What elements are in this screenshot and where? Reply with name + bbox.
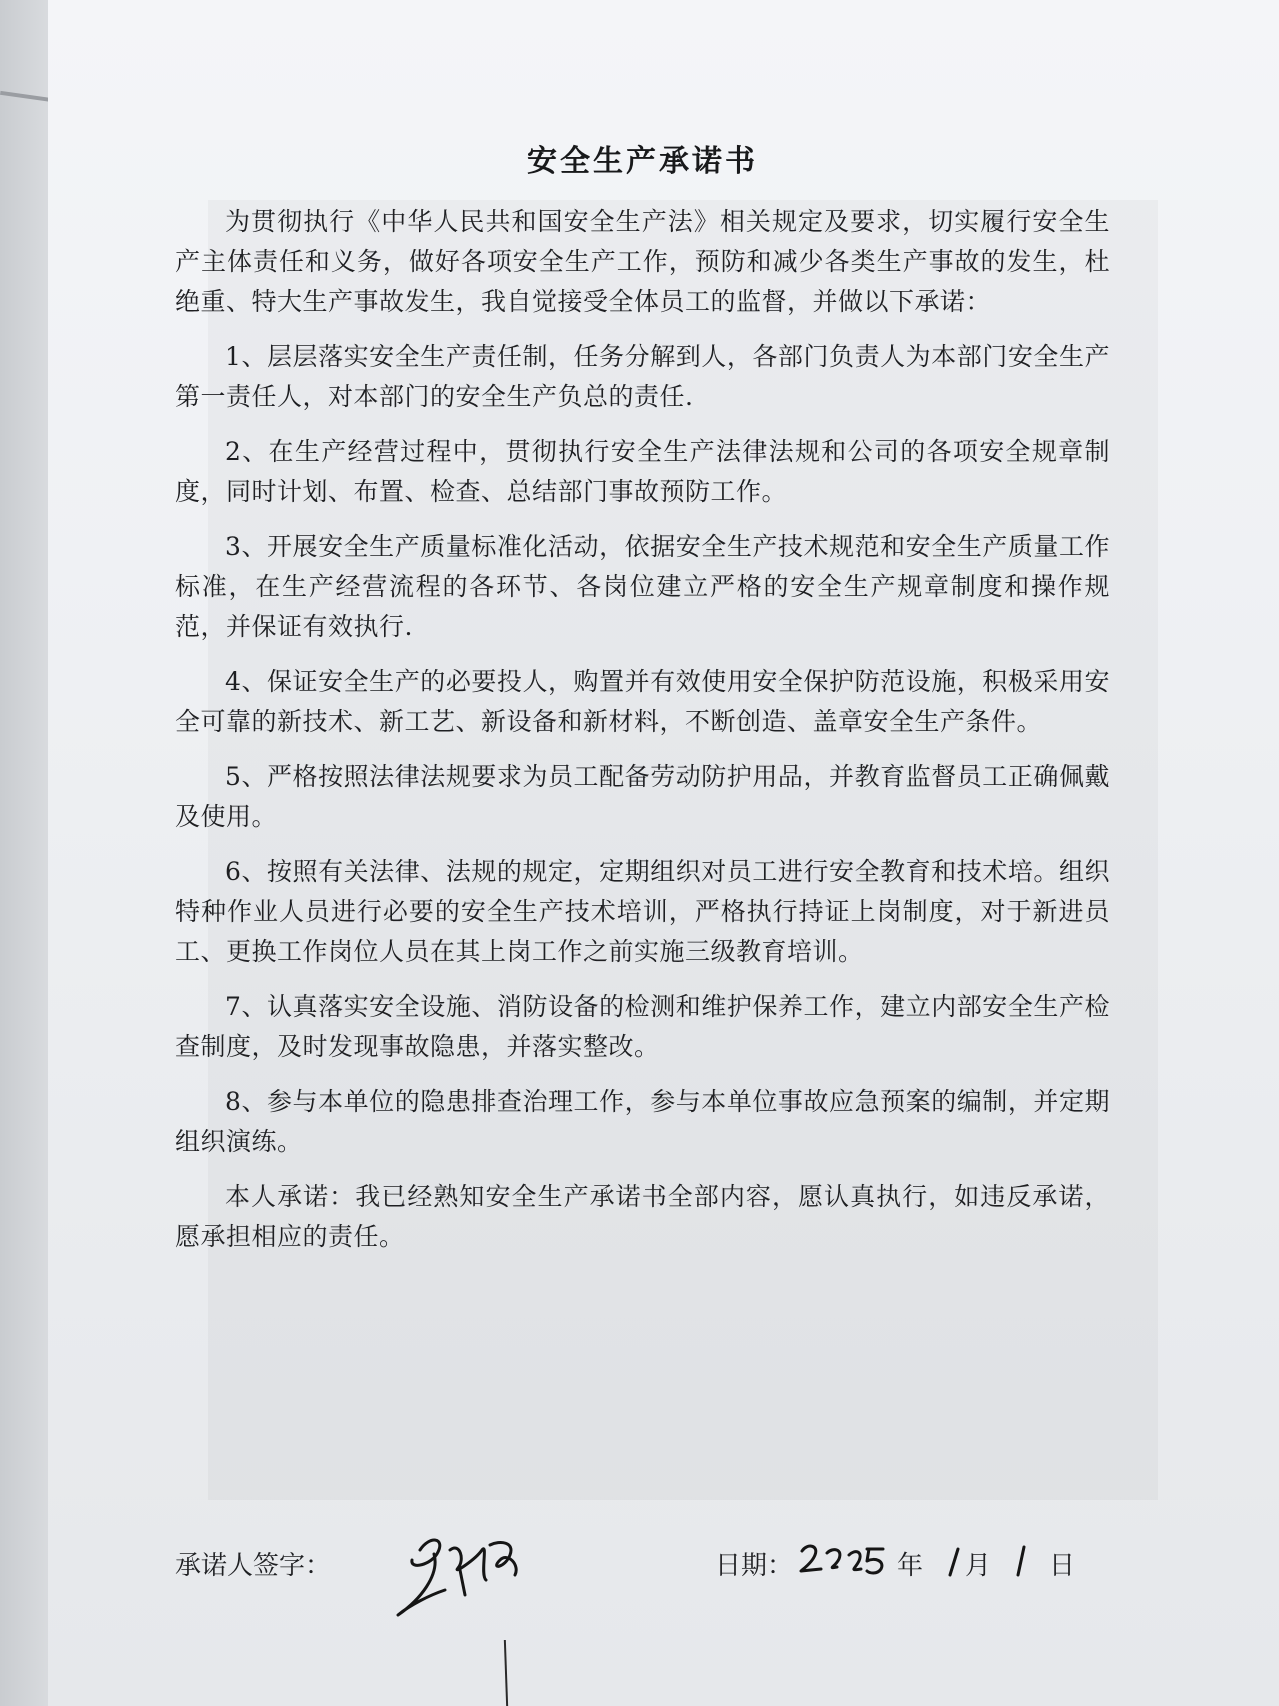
- paragraph-item-6: 6、按照有关法律、法规的规定，定期组织对员工进行安全教育和技术培。组织特种作业人员进行必要的安全生产技术培训，严格执行持证上岗制度，对于新进员工、更换工作岗位人员在其上岗工作之前实施三级教育培训。: [175, 857, 1110, 966]
- handwritten-day: [1010, 1541, 1030, 1581]
- paragraph-pledge: 本人承诺：我已经熟知安全生产承诺书全部内容，愿认真执行，如违反承诺，愿承担相应的责任。: [175, 1182, 1110, 1251]
- handwritten-year: [797, 1539, 892, 1579]
- month-unit: 月: [965, 1551, 992, 1581]
- document-body: [175, 140, 1110, 1272]
- paragraph-item-8: 8、参与本单位的隐患排查治理工作，参与本单位事故应急预案的编制，并定期组织演练。: [175, 1087, 1110, 1156]
- handwritten-month: [944, 1541, 964, 1581]
- date-fields: [797, 1537, 1097, 1587]
- paragraph-item-5: 5、严格按照法律法规要求为员工配备劳动防护用品，并教育监督员工正确佩戴及使用。: [175, 762, 1110, 831]
- paragraph-item-1: 1、层层落实安全生产责任制，任务分解到人，各部门负责人为本部门安全生产第一责任人，对本部门的安全生产负总的责任.: [175, 342, 1110, 411]
- signer-label: 承诺人签字：: [175, 1551, 332, 1581]
- signature-footer: [175, 1545, 1110, 1605]
- paragraph-item-4: 4、保证安全生产的必要投人，购置并有效使用安全保护防范设施，积极采用安全可靠的新技术、新工艺、新设备和新材料，不断创造、盖章安全生产条件。: [175, 667, 1110, 736]
- day-unit: 日: [1049, 1551, 1076, 1581]
- handwritten-signature: [390, 1520, 540, 1630]
- year-unit: 年: [897, 1551, 924, 1581]
- paragraph-intro: 为贯彻执行《中华人民共和国安全生产法》相关规定及要求，切实履行安全生产主体责任和义务，做好各项安全生产工作，预防和减少各类生产事故的发生，杜绝重、特大生产事故发生，我自觉接受全体员工的监督，并做以下承诺：: [175, 207, 1110, 316]
- date-label: 日期：: [715, 1551, 794, 1581]
- paragraph-item-7: 7、认真落实安全设施、消防设备的检测和维护保养工作，建立内部安全生产检查制度，及时发现事故隐患，并落实整改。: [175, 992, 1110, 1061]
- paragraph-item-3: 3、开展安全生产质量标准化活动，依据安全生产技术规范和安全生产质量工作标准，在生产经营流程的各环节、各岗位建立严格的安全生产规章制度和操作规范，并保证有效执行.: [175, 532, 1110, 641]
- document-title: 安全生产承诺书: [527, 144, 758, 179]
- paragraph-item-2: 2、在生产经营过程中，贯彻执行安全生产法律法规和公司的各项安全规章制度，同时计划、布置、检查、总结部门事故预防工作。: [175, 437, 1110, 506]
